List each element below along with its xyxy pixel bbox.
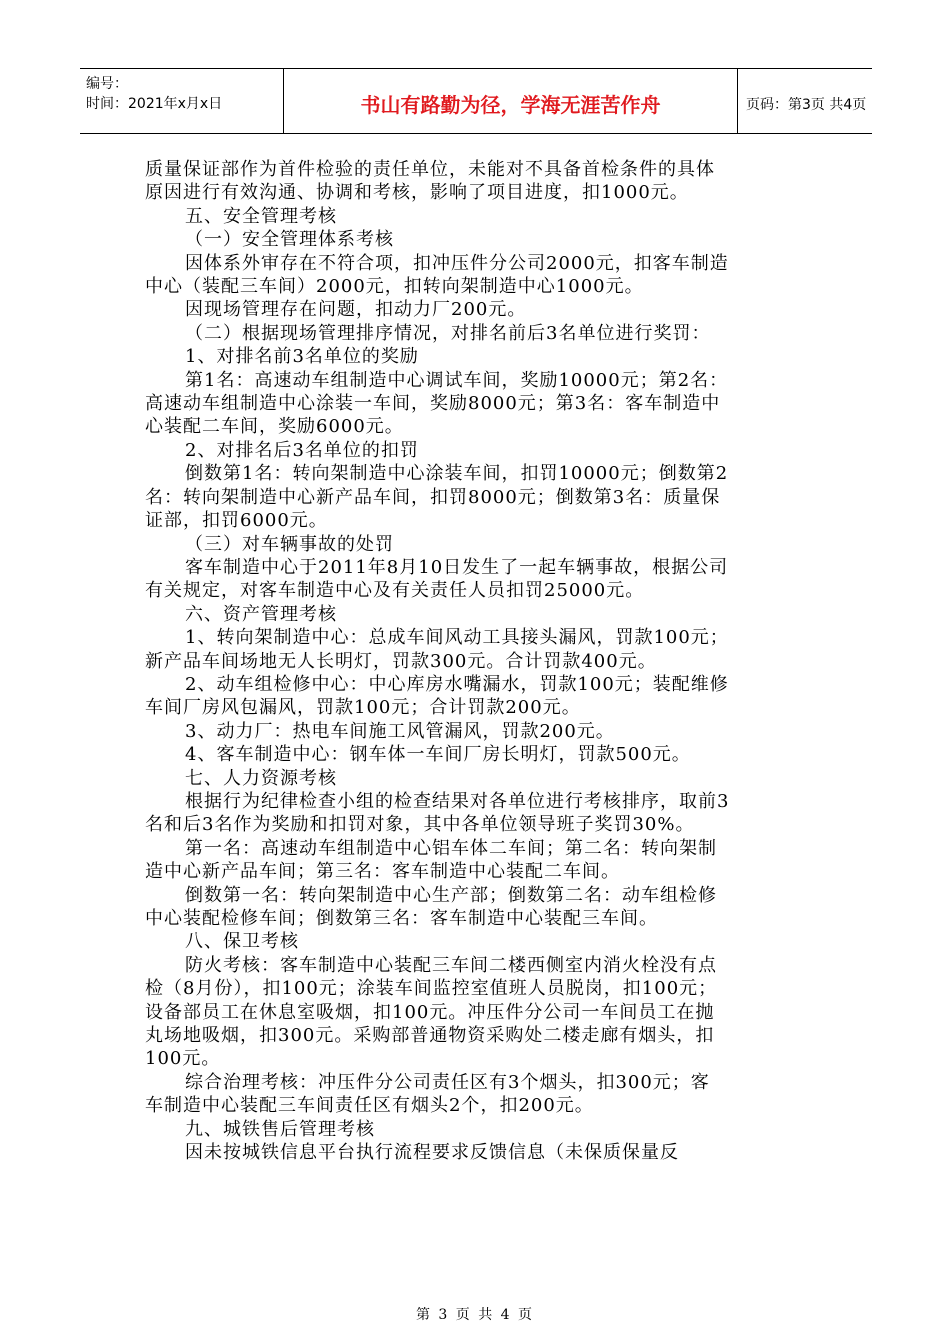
body-line: 倒数第1名：转向架制造中心涂装车间，扣罚10000元；倒数第2: [185, 463, 729, 485]
header-motto: 书山有路勤为径，学海无涯苦作舟: [360, 93, 661, 117]
body-line: 客车制造中心于2011年8月10日发生了一起车辆事故，根据公司: [185, 556, 729, 578]
body-line: 因未按城铁信息平台执行流程要求反馈信息（未保质保量反: [185, 1142, 679, 1164]
section-heading: 六、资产管理考核: [185, 603, 337, 625]
body-line: 倒数第一名：转向架制造中心生产部；倒数第二名：动车组检修: [185, 884, 717, 906]
body-line: 100元。: [145, 1048, 221, 1070]
body-line: 中心装配检修车间；倒数第三名：客车制造中心装配三车间。: [145, 908, 658, 929]
body-line: 2、动车组检修中心：中心库房水嘴漏水，罚款100元；装配维修: [185, 673, 729, 695]
section-heading: 八、保卫考核: [185, 931, 299, 953]
section-heading: 七、人力资源考核: [185, 767, 337, 789]
body-line: 质量保证部作为首件检验的责任单位，未能对不具备首检条件的具体: [145, 159, 715, 180]
body-line: 防火考核：客车制造中心装配三车间二楼西侧室内消火栓没有点: [185, 954, 717, 976]
list-heading: 2、对排名后3名单位的扣罚: [185, 439, 419, 461]
document-time-label: 时间：2021年x月x日: [86, 96, 223, 112]
body-line: 因体系外审存在不符合项，扣冲压件分公司2000元，扣客车制造: [185, 252, 729, 274]
body-line: 新产品车间场地无人长明灯，罚款300元。合计罚款400元。: [145, 650, 657, 672]
header-page-number: 页码：第3页 共4页: [746, 97, 867, 113]
body-line: 根据行为纪律检查小组的检查结果对各单位进行考核排序，取前3: [185, 790, 730, 812]
body-line: 车间厂房风包漏风，罚款100元；合计罚款200元。: [145, 697, 581, 719]
body-line: 原因进行有效沟通、协调和考核，影响了项目进度，扣1000元。: [145, 182, 689, 204]
body-line: 车制造中心装配三车间责任区有烟头2个，扣200元。: [145, 1095, 594, 1117]
body-line: 造中心新产品车间；第三名：客车制造中心装配二车间。: [145, 861, 620, 883]
body-line: 有关规定，对客车制造中心及有关责任人员扣罚25000元。: [145, 580, 645, 602]
body-line: 名和后3名作为奖励和扣罚对象，其中各单位领导班子奖罚30%。: [145, 814, 695, 836]
body-line: 第一名：高速动车组制造中心铝车体二车间；第二名：转向架制: [185, 837, 717, 859]
body-line: 第1名：高速动车组制造中心调试车间，奖励10000元；第2名：: [185, 369, 729, 391]
body-line: 心装配二车间，奖励6000元。: [145, 416, 404, 438]
body-line: 中心（装配三车间）2000元，扣转向架制造中心1000元。: [145, 276, 644, 298]
header-page-cell: [738, 69, 872, 133]
header-motto-cell: [284, 69, 738, 133]
document-number-label: 编号：: [86, 76, 128, 92]
subsection-heading: （一）安全管理体系考核: [185, 229, 394, 251]
section-heading: 五、安全管理考核: [185, 205, 337, 227]
section-heading: 九、城铁售后管理考核: [185, 1118, 375, 1140]
header-info-cell: [80, 69, 284, 133]
document-body: [145, 158, 807, 1164]
body-line: 1、转向架制造中心：总成车间风动工具接头漏风，罚款100元；: [185, 627, 729, 649]
subsection-heading: （二）根据现场管理排序情况，对排名前后3名单位进行奖罚：: [185, 322, 711, 344]
body-line: 名：转向架制造中心新产品车间，扣罚8000元；倒数第3名：质量保: [145, 486, 721, 508]
page-header: [80, 68, 872, 134]
subsection-heading: （三）对车辆事故的处罚: [185, 533, 394, 555]
body-line: 检（8月份），扣100元；涂装车间监控室值班人员脱岗，扣100元；: [145, 978, 718, 1000]
body-line: 因现场管理存在问题，扣动力厂200元。: [185, 299, 527, 321]
body-line: 证部，扣罚6000元。: [145, 510, 328, 532]
body-line: 高速动车组制造中心涂装一车间，奖励8000元；第3名：客车制造中: [145, 393, 721, 415]
page-footer: 第 3 页 共 4 页: [415, 1307, 535, 1323]
body-line: 综合治理考核：冲压件分公司责任区有3个烟头，扣300元；客: [185, 1071, 710, 1093]
body-line: 4、客车制造中心：钢车体一车间厂房长明灯，罚款500元。: [185, 744, 691, 766]
body-line: 设备部员工在休息室吸烟，扣100元。冲压件分公司一车间员工在抛: [145, 1001, 715, 1023]
list-heading: 1、对排名前3名单位的奖励: [185, 346, 419, 368]
body-line: 丸场地吸烟，扣300元。采购部普通物资采购处二楼走廊有烟头，扣: [145, 1025, 715, 1047]
body-line: 3、动力厂：热电车间施工风管漏风，罚款200元。: [185, 720, 615, 742]
